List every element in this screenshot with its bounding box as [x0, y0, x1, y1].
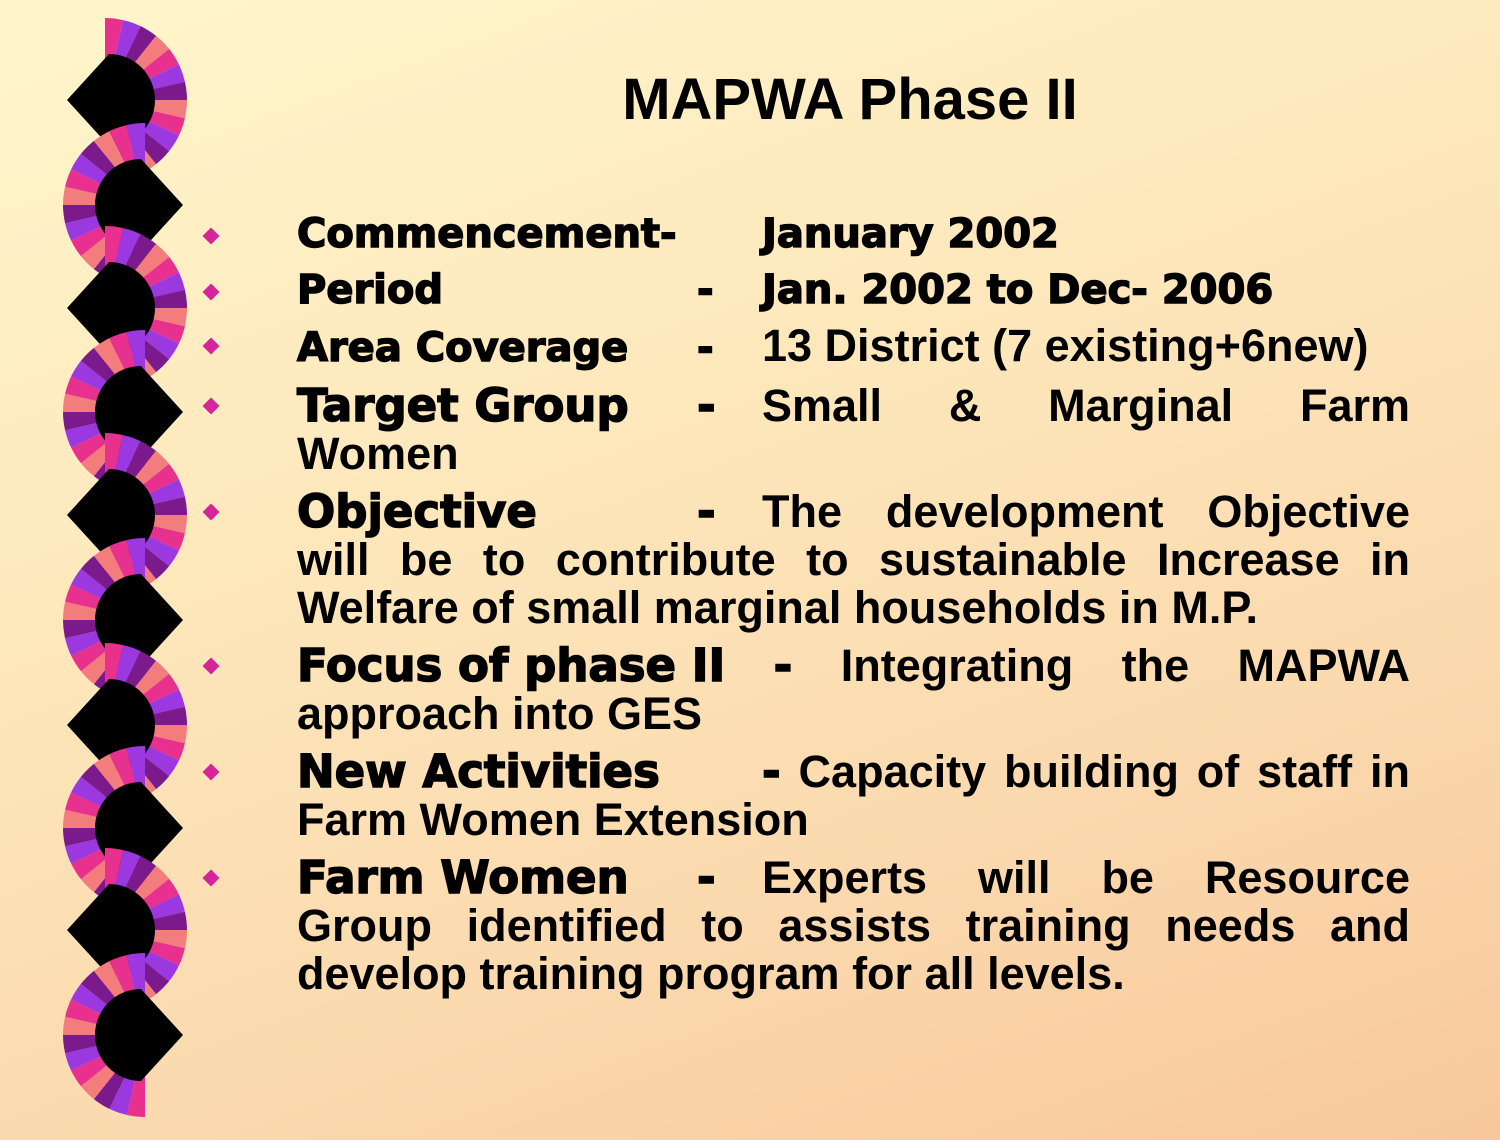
- bullet-list: [205, 208, 1410, 1008]
- item-value: January 2002: [762, 211, 1059, 257]
- decorative-fan-border: [0, 0, 200, 1140]
- bullet-icon: [203, 338, 220, 355]
- item-label: Area Coverage: [297, 325, 629, 371]
- item-separator: -: [697, 325, 714, 371]
- item-value: 13 District (7 existing+6new): [762, 320, 1369, 371]
- list-item-focus-of-phase: [205, 639, 1410, 739]
- page-title: MAPWA Phase II: [622, 67, 1078, 132]
- item-label: Commencement-: [297, 211, 677, 257]
- item-separator: -: [697, 485, 716, 538]
- item-value: The development Objective will be to contribute to sustainable Increase in Welfare of small marginal households in M.P.: [297, 486, 1410, 633]
- bullet-icon: [203, 504, 220, 521]
- item-value: Experts will be Resource Group identified to assists training needs and develop training program for all levels.: [297, 852, 1410, 999]
- item-separator: -: [697, 267, 714, 313]
- list-item-period: [205, 264, 1410, 314]
- item-label: Objective: [297, 485, 537, 538]
- list-item-target-group: [205, 379, 1410, 479]
- item-value: Capacity building of staff in Farm Women Extension: [297, 746, 1410, 845]
- bullet-icon: [203, 658, 220, 675]
- item-label: Focus of phase II: [297, 639, 726, 692]
- item-value: Integrating the MAPWA approach into GES: [297, 640, 1410, 739]
- item-separator: -: [773, 639, 793, 692]
- item-separator: -: [762, 745, 781, 798]
- list-item-farm-women: [205, 851, 1410, 999]
- item-label: Period: [297, 267, 443, 313]
- list-item-commencement: [205, 208, 1410, 258]
- bullet-icon: [203, 398, 220, 415]
- list-item-new-activities: [205, 745, 1410, 845]
- list-item-objective: [205, 485, 1410, 633]
- bullet-icon: [203, 764, 220, 781]
- item-label: New Activities: [297, 745, 660, 798]
- item-separator: -: [697, 379, 716, 432]
- bullet-icon: [203, 284, 220, 301]
- item-value: Small & Marginal Farm Women: [297, 380, 1410, 479]
- item-separator: -: [697, 851, 716, 904]
- item-value: Jan. 2002 to Dec- 2006: [762, 267, 1274, 313]
- bullet-icon: [203, 228, 220, 245]
- item-label: Target Group: [297, 379, 629, 432]
- list-item-area-coverage: [205, 322, 1410, 372]
- item-label: Farm Women: [297, 851, 629, 904]
- bullet-icon: [203, 870, 220, 887]
